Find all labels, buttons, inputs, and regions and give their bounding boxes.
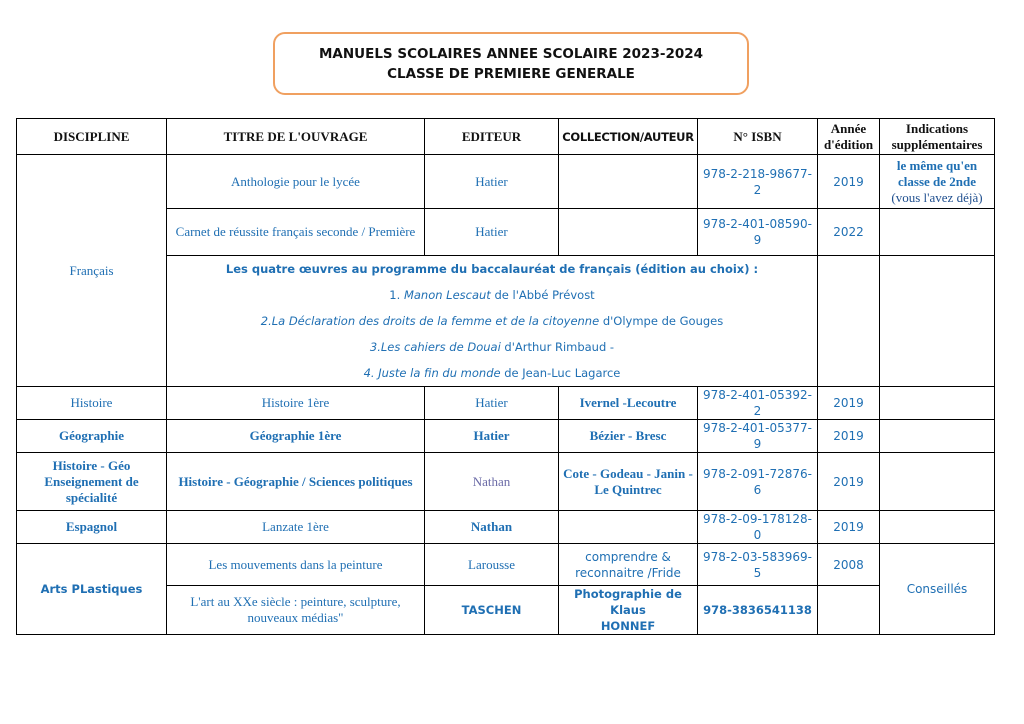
cell-isbn: 978-2-091-72876-6 <box>698 453 818 511</box>
cell-annee <box>818 256 880 387</box>
cell-annee <box>818 586 880 635</box>
cell-titre: Anthologie pour le lycée <box>167 155 425 209</box>
cell-collection: Ivernel -Lecoutre <box>559 387 698 420</box>
cell-editeur: Larousse <box>425 544 559 586</box>
discipline-geographie: Géographie <box>17 420 167 453</box>
cell-collection: Cote - Godeau - Janin - Le Quintrec <box>559 453 698 511</box>
cell-annee: 2019 <box>818 511 880 544</box>
cell-editeur: Hatier <box>425 209 559 256</box>
header-isbn: N° ISBN <box>698 119 818 155</box>
cell-editeur: Hatier <box>425 387 559 420</box>
cell-isbn: 978-2-401-08590-9 <box>698 209 818 256</box>
work-item: 4. Juste la fin du monde de Jean-Luc Lagarce <box>363 366 621 380</box>
cell-isbn: 978-3836541138 <box>698 586 818 635</box>
cell-collection <box>559 209 698 256</box>
document-title-box <box>273 32 749 95</box>
cell-titre: Géographie 1ère <box>167 420 425 453</box>
cell-indication <box>880 387 995 420</box>
bac-works-list <box>167 256 818 387</box>
cell-annee: 2022 <box>818 209 880 256</box>
header-discipline: DISCIPLINE <box>17 119 167 155</box>
header-titre: TITRE DE L'OUVRAGE <box>167 119 425 155</box>
cell-annee: 2019 <box>818 420 880 453</box>
works-heading: Les quatre œuvres au programme du baccalauréat de français (édition au choix) : <box>225 262 759 276</box>
header-row <box>17 119 995 155</box>
cell-collection <box>559 511 698 544</box>
discipline-francais: Français <box>17 155 167 387</box>
discipline-histoire: Histoire <box>17 387 167 420</box>
table-row <box>17 420 995 453</box>
cell-collection <box>559 155 698 209</box>
cell-indication <box>880 420 995 453</box>
table-row <box>17 155 995 209</box>
discipline-espagnol: Espagnol <box>17 511 167 544</box>
table-row <box>17 453 995 511</box>
cell-titre: Histoire 1ère <box>167 387 425 420</box>
cell-indication <box>880 256 995 387</box>
cell-titre: L'art au XXe siècle : peinture, sculpture, nouveaux médias" <box>167 586 425 635</box>
cell-isbn: 978-2-03-583969-5 <box>698 544 818 586</box>
discipline-hgsp: Histoire - Géo Enseignement de spécialité <box>17 453 167 511</box>
work-item: 1. Manon Lescaut de l'Abbé Prévost <box>389 288 595 302</box>
cell-indication <box>880 511 995 544</box>
cell-titre: Lanzate 1ère <box>167 511 425 544</box>
table-row <box>17 511 995 544</box>
cell-indication: le même qu'en classe de 2nde (vous l'avez déjà) <box>880 155 995 209</box>
header-collection: COLLECTION/AUTEUR <box>559 119 698 155</box>
header-editeur: EDITEUR <box>425 119 559 155</box>
work-item: 2.La Déclaration des droits de la femme et de la citoyenne d'Olympe de Gouges <box>260 314 724 328</box>
table-row <box>17 387 995 420</box>
cell-editeur: Nathan <box>425 453 559 511</box>
cell-isbn: 978-2-218-98677-2 <box>698 155 818 209</box>
cell-titre: Carnet de réussite français seconde / Première <box>167 209 425 256</box>
cell-isbn: 978-2-401-05392-2 <box>698 387 818 420</box>
cell-indication-conseilles: Conseillés <box>880 544 995 635</box>
document-subtitle: CLASSE DE PREMIERE GENERALE <box>387 65 635 82</box>
header-annee: Année d'édition <box>818 119 880 155</box>
cell-titre: Histoire - Géographie / Sciences politiques <box>167 453 425 511</box>
discipline-arts: Arts PLastiques <box>17 544 167 635</box>
cell-titre: Les mouvements dans la peinture <box>167 544 425 586</box>
work-item: 3.Les cahiers de Douai d'Arthur Rimbaud - <box>369 340 615 354</box>
cell-editeur: Hatier <box>425 155 559 209</box>
cell-collection: comprendre & reconnaitre /Fride <box>559 544 698 586</box>
cell-isbn: 978-2-09-178128-0 <box>698 511 818 544</box>
textbook-table <box>16 118 995 635</box>
header-indications: Indications supplémentaires <box>880 119 995 155</box>
cell-collection: Photographie de Klaus HONNEF <box>559 586 698 635</box>
cell-editeur: Nathan <box>425 511 559 544</box>
cell-annee: 2019 <box>818 155 880 209</box>
cell-annee: 2019 <box>818 387 880 420</box>
cell-isbn: 978-2-401-05377-9 <box>698 420 818 453</box>
cell-indication <box>880 453 995 511</box>
cell-collection: Bézier - Bresc <box>559 420 698 453</box>
cell-annee: 2019 <box>818 453 880 511</box>
cell-indication <box>880 209 995 256</box>
cell-editeur: Hatier <box>425 420 559 453</box>
table-row <box>17 544 995 586</box>
cell-editeur: TASCHEN <box>425 586 559 635</box>
cell-annee: 2008 <box>818 544 880 586</box>
document-title: MANUELS SCOLAIRES ANNEE SCOLAIRE 2023-2024 <box>318 45 704 62</box>
